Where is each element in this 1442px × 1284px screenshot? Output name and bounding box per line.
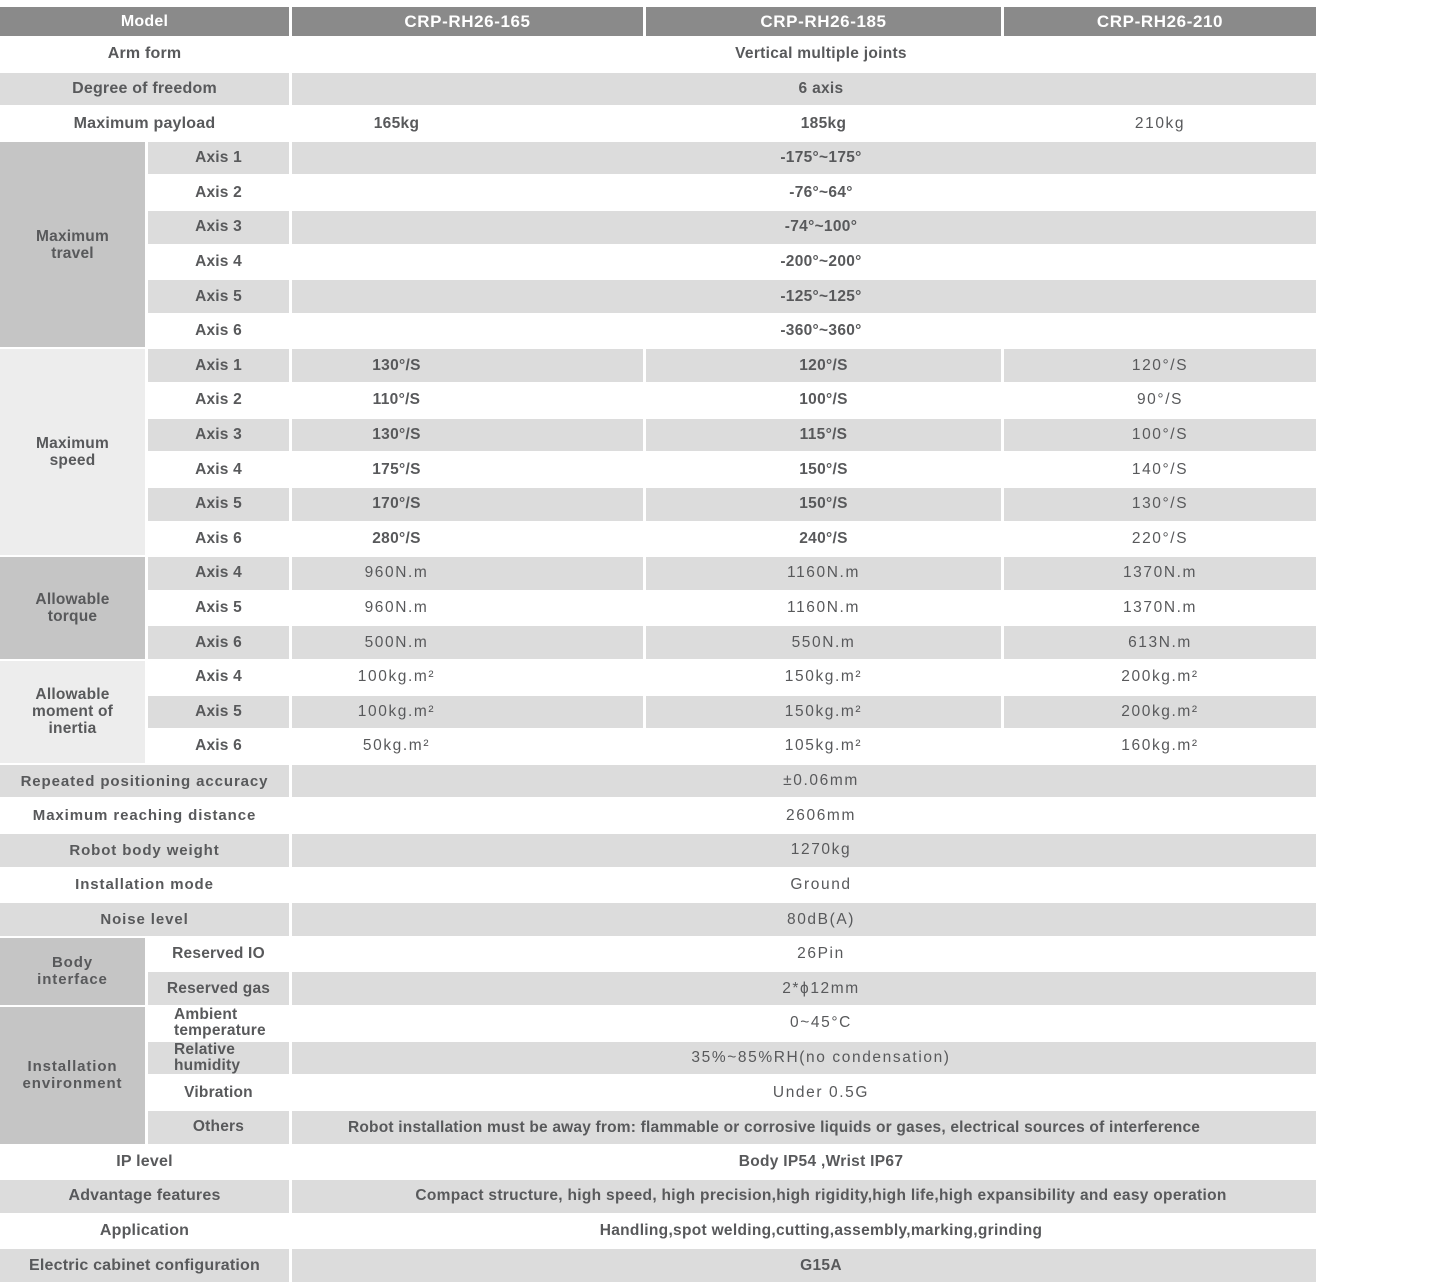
- row-speed-axis6-label: Axis 6: [148, 523, 292, 558]
- row-robot-body-weight-value: 1270kg: [292, 834, 1316, 869]
- row-relative-humidity-value: 35%~85%RH(no condensation): [292, 1042, 1316, 1077]
- row-inertia-axis5-value-165: 100kg.m²: [292, 696, 646, 731]
- row-inertia-axis4-value-185: 150kg.m²: [646, 661, 1004, 696]
- header-model-crp-rh26-165: CRP-RH26-165: [292, 7, 646, 38]
- row-torque-axis4-value-185: 1160N.m: [646, 557, 1004, 592]
- row-repeated-positioning-accuracy-label: Repeated positioning accuracy: [0, 765, 292, 800]
- row-speed-axis5-label: Axis 5: [148, 488, 292, 523]
- row-advantage-features-value: Compact structure, high speed, high precision,high rigidity,high life,high expansibility and easy operation: [292, 1180, 1316, 1215]
- row-maximum-payload-value-165: 165kg: [292, 107, 646, 142]
- row-inertia-axis6-value-210: 160kg.m²: [1004, 730, 1316, 765]
- row-electric-cabinet-configuration-value: G15A: [292, 1249, 1316, 1284]
- row-degree-of-freedom-value: 6 axis: [292, 73, 1316, 108]
- row-reserved-io-value: 26Pin: [292, 938, 1316, 973]
- row-others-label: Others: [148, 1111, 292, 1146]
- group-allowable-torque-label: [0, 557, 148, 661]
- row-maximum-reaching-distance-value: 2606mm: [292, 799, 1316, 834]
- row-travel-axis5-label: Axis 5: [148, 280, 292, 315]
- row-maximum-payload-value-210: 210kg: [1004, 107, 1316, 142]
- row-torque-axis5-value-210: 1370N.m: [1004, 592, 1316, 627]
- row-relative-humidity-label: [148, 1042, 292, 1077]
- row-speed-axis4-value-185: 150°/S: [646, 453, 1004, 488]
- row-speed-axis1-value-210: 120°/S: [1004, 349, 1316, 384]
- row-speed-axis5-value-185: 150°/S: [646, 488, 1004, 523]
- row-ip-level-label: IP level: [0, 1146, 292, 1181]
- row-travel-axis6-value: -360°~360°: [292, 315, 1316, 350]
- row-noise-level-value: 80dB(A): [292, 903, 1316, 938]
- row-inertia-axis6-label: Axis 6: [148, 730, 292, 765]
- row-travel-axis4-label: Axis 4: [148, 246, 292, 281]
- row-ip-level-value: Body IP54 ,Wrist IP67: [292, 1146, 1316, 1181]
- row-inertia-axis6-value-165: 50kg.m²: [292, 730, 646, 765]
- row-speed-axis3-value-165: 130°/S: [292, 419, 646, 454]
- row-speed-axis6-value-210: 220°/S: [1004, 523, 1316, 558]
- header-model-crp-rh26-210: CRP-RH26-210: [1004, 7, 1316, 38]
- group-allowable-moment-of-inertia-text: Allowable moment of inertia: [31, 686, 114, 738]
- row-torque-axis4-label: Axis 4: [148, 557, 292, 592]
- row-speed-axis2-value-210: 90°/S: [1004, 384, 1316, 419]
- row-speed-axis3-value-185: 115°/S: [646, 419, 1004, 454]
- row-torque-axis5-value-185: 1160N.m: [646, 592, 1004, 627]
- group-installation-environment-label: [0, 1007, 148, 1145]
- row-travel-axis1-value: -175°~175°: [292, 142, 1316, 177]
- row-maximum-reaching-distance-label: Maximum reaching distance: [0, 799, 292, 834]
- row-speed-axis6-value-165: 280°/S: [292, 523, 646, 558]
- row-advantage-features-label: Advantage features: [0, 1180, 292, 1215]
- row-arm-form-label: Arm form: [0, 38, 292, 73]
- row-arm-form-value: Vertical multiple joints: [292, 38, 1316, 73]
- group-maximum-speed-text: Maximum speed: [36, 435, 109, 470]
- row-maximum-payload-label: Maximum payload: [0, 107, 292, 142]
- group-maximum-travel-label: [0, 142, 148, 350]
- group-body-interface-label: [0, 938, 148, 1007]
- row-travel-axis3-label: Axis 3: [148, 211, 292, 246]
- row-speed-axis4-value-165: 175°/S: [292, 453, 646, 488]
- row-reserved-io-label: Reserved IO: [148, 938, 292, 973]
- row-torque-axis6-value-165: 500N.m: [292, 626, 646, 661]
- row-others-value-text: Robot installation must be away from: flammable or corrosive liquids or gases, electrical sources of interference: [348, 1118, 1201, 1136]
- group-maximum-speed-label: [0, 349, 148, 557]
- row-torque-axis5-value-165: 960N.m: [292, 592, 646, 627]
- row-reserved-gas-value: 2*ϕ12mm: [292, 972, 1316, 1007]
- row-torque-axis4-value-210: 1370N.m: [1004, 557, 1316, 592]
- row-speed-axis1-label: Axis 1: [148, 349, 292, 384]
- row-inertia-axis4-value-165: 100kg.m²: [292, 661, 646, 696]
- row-travel-axis4-value: -200°~200°: [292, 246, 1316, 281]
- row-inertia-axis5-label: Axis 5: [148, 696, 292, 731]
- row-robot-body-weight-label: Robot body weight: [0, 834, 292, 869]
- group-allowable-torque-text: Allowable torque: [35, 591, 110, 626]
- row-vibration-label: Vibration: [148, 1076, 292, 1111]
- group-body-interface-text: Body interface: [37, 954, 108, 989]
- row-maximum-payload-value-185: 185kg: [646, 107, 1004, 142]
- row-speed-axis3-label: Axis 3: [148, 419, 292, 454]
- header-model-crp-rh26-185: CRP-RH26-185: [646, 7, 1004, 38]
- row-speed-axis3-value-210: 100°/S: [1004, 419, 1316, 454]
- row-repeated-positioning-accuracy-value: ±0.06mm: [292, 765, 1316, 800]
- row-travel-axis6-label: Axis 6: [148, 315, 292, 350]
- row-noise-level-label: Noise level: [0, 903, 292, 938]
- row-speed-axis2-value-185: 100°/S: [646, 384, 1004, 419]
- row-inertia-axis5-value-185: 150kg.m²: [646, 696, 1004, 731]
- row-speed-axis5-value-210: 130°/S: [1004, 488, 1316, 523]
- group-maximum-travel-text: Maximum travel: [36, 227, 109, 262]
- row-reserved-gas-label: Reserved gas: [148, 972, 292, 1007]
- row-relative-humidity-text: Relative humidity: [174, 1040, 241, 1074]
- row-ambient-temperature-text: Ambient temperature: [174, 1006, 266, 1040]
- row-speed-axis4-label: Axis 4: [148, 453, 292, 488]
- row-torque-axis5-label: Axis 5: [148, 592, 292, 627]
- row-travel-axis3-value: -74°~100°: [292, 211, 1316, 246]
- row-speed-axis6-value-185: 240°/S: [646, 523, 1004, 558]
- row-ambient-temperature-label: [148, 1007, 292, 1042]
- row-installation-mode-label: Installation mode: [0, 869, 292, 904]
- row-torque-axis4-value-165: 960N.m: [292, 557, 646, 592]
- header-model-label: Model: [0, 7, 292, 38]
- row-ambient-temperature-value: 0~45°C: [292, 1007, 1316, 1042]
- row-speed-axis1-value-185: 120°/S: [646, 349, 1004, 384]
- row-installation-mode-value: Ground: [292, 869, 1316, 904]
- row-travel-axis2-label: Axis 2: [148, 176, 292, 211]
- row-speed-axis1-value-165: 130°/S: [292, 349, 646, 384]
- row-application-value: Handling,spot welding,cutting,assembly,marking,grinding: [292, 1215, 1316, 1250]
- row-travel-axis5-value: -125°~125°: [292, 280, 1316, 315]
- row-speed-axis4-value-210: 140°/S: [1004, 453, 1316, 488]
- row-inertia-axis4-value-210: 200kg.m²: [1004, 661, 1316, 696]
- row-electric-cabinet-configuration-label: Electric cabinet configuration: [0, 1249, 292, 1284]
- group-allowable-moment-of-inertia-label: [0, 661, 148, 765]
- row-others-value: [292, 1111, 1316, 1146]
- row-speed-axis5-value-165: 170°/S: [292, 488, 646, 523]
- row-travel-axis2-value: -76°~64°: [292, 176, 1316, 211]
- row-inertia-axis5-value-210: 200kg.m²: [1004, 696, 1316, 731]
- row-torque-axis6-value-185: 550N.m: [646, 626, 1004, 661]
- row-speed-axis2-label: Axis 2: [148, 384, 292, 419]
- row-inertia-axis4-label: Axis 4: [148, 661, 292, 696]
- group-installation-environment-text: Installation environment: [22, 1058, 123, 1093]
- row-torque-axis6-value-210: 613N.m: [1004, 626, 1316, 661]
- row-travel-axis1-label: Axis 1: [148, 142, 292, 177]
- row-application-label: Application: [0, 1215, 292, 1250]
- row-degree-of-freedom-label: Degree of freedom: [0, 73, 292, 108]
- row-speed-axis2-value-165: 110°/S: [292, 384, 646, 419]
- row-torque-axis6-label: Axis 6: [148, 626, 292, 661]
- row-vibration-value: Under 0.5G: [292, 1076, 1316, 1111]
- row-inertia-axis6-value-185: 105kg.m²: [646, 730, 1004, 765]
- spec-table: [0, 7, 1316, 1284]
